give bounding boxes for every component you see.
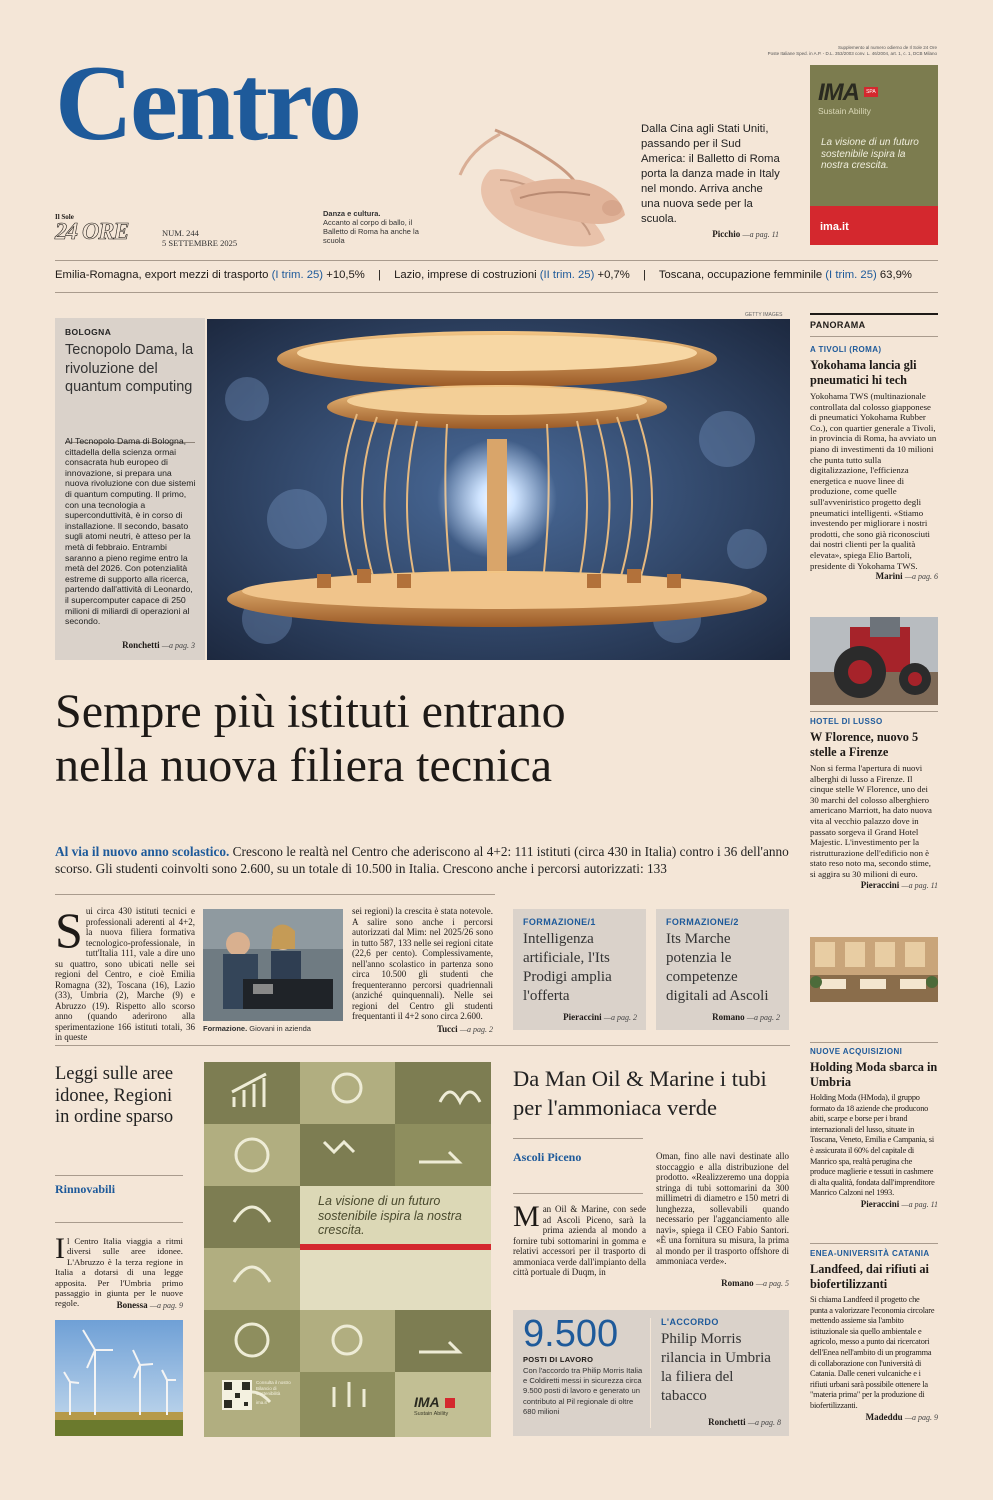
brand-small: Il Sole — [55, 213, 74, 221]
manoil-col1: an Oil & Marine, con sede ad Ascoli Piceno, sarà la prima azienda al mondo a fornire tubi sottomarini in gomma e relativi accessori per il trasporto di ammoniaca verde dall'impianto della città portuale di Duqm, in — [513, 1204, 646, 1277]
panorama-title: Yokohama lancia gli pneumatici hi tech — [810, 358, 917, 387]
bologna-author: Ronchetti — [122, 640, 160, 650]
row-rule — [55, 1045, 790, 1046]
panorama-title: W Florence, nuovo 5 stelle a Firenze — [810, 730, 919, 759]
ticker-value: 63,9% — [879, 269, 912, 281]
formazione1-byline — [521, 1012, 637, 1022]
accordo-title: Philip Morris rilancia in Umbria la filiera del tabacco — [661, 1331, 771, 1404]
ima-logo-box — [818, 79, 930, 116]
formazione2-page: —a pag. 2 — [746, 1013, 780, 1022]
ima-big-tagline: Sustain Ability — [414, 1411, 449, 1417]
formazione1-title: Intelligenza artificiale, l'Its Prodigi amplia l'offerta — [523, 931, 612, 1004]
bologna-title: Tecnopolo Dama, la rivoluzione del quantum computing — [65, 342, 194, 395]
accordo-number-label: POSTI DI LAVORO — [523, 1355, 594, 1364]
lead-author: Tucci — [436, 1024, 458, 1034]
panorama-item-landfeed[interactable] — [810, 1249, 938, 1422]
ima-big-claim: La visione di un futuro sostenibile ispira la nostra crescita. — [318, 1194, 462, 1237]
manoil-title[interactable]: Da Man Oil & Marine i tubi per l'ammoniaca verde — [513, 1066, 767, 1120]
teaser-caption-title: Danza e cultura. — [323, 209, 381, 218]
ima-spa: SPA — [866, 89, 876, 95]
ima-big-logo-red — [445, 1398, 455, 1408]
manoil-rule-2 — [513, 1193, 643, 1194]
leggi-body-wrap — [55, 1232, 183, 1309]
leggi-byline — [55, 1300, 183, 1310]
accordo-box[interactable] — [513, 1310, 789, 1436]
panorama-page: —a pag. 11 — [901, 1199, 938, 1209]
panorama-item-holdingmoda[interactable] — [810, 1047, 938, 1209]
ima-big-logo-text: IMA — [414, 1394, 440, 1410]
accordo-divider — [650, 1318, 651, 1428]
accordo-kicker: L'ACCORDO — [661, 1317, 719, 1327]
headline-line-1: Sempre più istituti entrano — [55, 685, 566, 738]
formazione2-byline — [664, 1012, 780, 1022]
manoil-kicker: Ascoli Piceno — [513, 1150, 582, 1164]
panorama-body: Si chiama Landfeed il progetto che punta a valorizzare l'economia circolare mettendo assieme sia l'ambito istituzionale sia quello ambientale e agricolo, messo a punto dai ricercatori dell'Enea nell'ambito di un programma di collaborazione con l'università di Catania. Dalle ceneri vulcaniche e i rifiuti urbani sarà possibile ottenere la "materia prima" per la produzione di biofertilizzanti. — [810, 1295, 935, 1410]
qr-caption: Consulta il nostro Bilancio di Sostenibilità — [256, 1380, 291, 1396]
bologna-page: —a pag. 3 — [161, 641, 195, 650]
wind-turbines-image — [55, 1320, 183, 1436]
ticker-label: Emilia-Romagna, export mezzi di trasporto — [55, 269, 269, 281]
ima-tagline: Sustain Ability — [818, 106, 871, 116]
formazione1-kicker: FORMAZIONE/1 — [523, 917, 596, 927]
panorama-kicker: A TIVOLI (ROMA) — [810, 345, 882, 354]
panorama-author: Pieraccini — [860, 1198, 900, 1209]
panorama-page: —a pag. 9 — [904, 1412, 938, 1422]
leggi-author: Bonessa — [116, 1300, 148, 1310]
bologna-byline — [65, 640, 195, 650]
panorama-item-yokohama[interactable] — [810, 345, 938, 581]
manoil-page: —a pag. 5 — [755, 1279, 789, 1288]
main-headline[interactable] — [55, 685, 790, 793]
manoil-col2: Oman, fino alle navi destinate allo stoccaggio e alla distribuzione del prodotto. «Realizzeremo una doppia stringa di tubi sottomarini da 300 millimetri di diametro e 150 metri di lunghezza, sollevabili quando necessario per l'agganciamento alle navi», spiega il CEO Fabio Santori. «È una fornitura su misura, la prima al mondo per il trasporto offshore di ammoniaca verde». — [656, 1151, 789, 1266]
panorama-author: Madeddu — [865, 1411, 903, 1422]
quantum-computer-image — [207, 319, 790, 660]
teaser-caption — [323, 209, 428, 245]
panorama-author: Pieraccini — [860, 879, 900, 890]
brand-logo — [55, 213, 128, 243]
masthead-title[interactable]: Centro — [55, 44, 359, 163]
accordo-big-number: 9.500 — [523, 1313, 619, 1355]
ticker-rule-top — [55, 260, 938, 261]
ticker-value: +10,5% — [326, 269, 365, 281]
formazione2-box[interactable] — [656, 909, 789, 1030]
panorama-author: Marini — [875, 571, 903, 582]
ticker-rule-bottom — [55, 292, 938, 293]
panorama-byline — [810, 880, 938, 890]
lead-article-col1 — [55, 902, 195, 1043]
tractor-image — [810, 617, 938, 705]
accordo-byline — [661, 1417, 781, 1427]
ballet-shoes-image — [430, 120, 630, 255]
panorama-kicker: ENEA-UNIVERSITÀ CATANIA — [810, 1249, 930, 1258]
panorama-page: —a pag. 6 — [904, 572, 938, 582]
lead-page: —a pag. 2 — [459, 1025, 493, 1034]
headline-line-2: nella nuova filiera tecnica — [55, 739, 553, 792]
ticker-bar — [55, 268, 938, 284]
panorama-byline — [810, 1412, 938, 1422]
students-workshop-image — [203, 909, 343, 1021]
ima-url[interactable]: ima.it — [820, 221, 849, 233]
manoil-author: Romano — [721, 1278, 754, 1288]
ima-footer — [810, 206, 938, 245]
panorama-kicker: NUOVE ACQUISIZIONI — [810, 1047, 903, 1056]
panorama-top-rule — [810, 313, 938, 315]
panorama-title: Holding Moda sbarca in Umbria — [810, 1060, 938, 1089]
leggi-title[interactable]: Leggi sulle aree idonee, Regioni in ordine sparso — [55, 1064, 174, 1127]
bologna-body: Al Tecnopolo Dama di Bologna, cittadella della scienza ormai consacrata hub europeo di innovazione, si prepara una nuova rivoluzione con due sistemi di quantum computing. Il primo, con una tecnologia a superconduttività, è in corso di installazione. Il secondo, basato sugli atomi neutri, è atteso per la metà di febbraio. Entrambi saranno a pieno regime entro la metà del 2026. Con potenzialità estreme di supporto alla ricerca, partendo dall'attività di Leonardo, il supercomputer capace di 250 milioni di miliardi di operazioni al secondo. — [65, 436, 196, 627]
teaser-caption-text: Accanto al corpo di ballo, il Balletto di Roma ha anche la scuola — [323, 218, 419, 245]
section-rule — [55, 894, 495, 895]
lead-photo-caption — [203, 1024, 348, 1033]
bologna-kicker: BOLOGNA — [65, 327, 112, 337]
issue-date: 5 SETTEMBRE 2025 — [162, 238, 238, 248]
leggi-kicker: Rinnovabili — [55, 1182, 116, 1196]
panorama-body: Holding Moda (HModa), il gruppo formato da 18 aziende che producono abiti, scarpe e borse per i brand internazionali del lusso, situate in Toscana, Veneto, Emilia e Campania, si è assicurata il 60% del capitale di Manrico spa, realtà perugina che produce maglierie e tessuti in cashmere di alta qualità, fondata dall'imprenditore Manrico Calzoni nel 1993. — [810, 1093, 935, 1198]
formazione2-kicker: FORMAZIONE/2 — [666, 917, 739, 927]
panorama-body: Yokohama TWS (multinazionale controllata dal colosso giapponese di pneumatici Yokohama Rubber Co.), con quartier generale a Tivoli, in provincia di Roma, ha avviato un piano di investimenti da 10 milioni che punta tutto sulla digitalizzazione, l'efficienza energetica e nuove linee di produzione, come quelle sull'avveniristico progetto degli pneumatici intelligenti. «Stiamo investendo per migliorare i nostri prodotti, che sono già riconosciuti dai nostri clienti per la qualità elevata», spiega Elio Bartoli, presidente di Yokohama TWS. — [810, 391, 937, 571]
panorama-body: Non si ferma l'apertura di nuovi alberghi di lusso a Firenze. Il cinque stelle W Florence, uno dei 30 marchi del colosso alberghiero americano Marriott, ha dato nuova vita al vecchio palazzo dove in passato sorgeva il Grand Hotel Majestic. L'investimento per la ristrutturazione dell'edificio non è stato reso noto ma, secondo stime, si aggira su 30 milioni di euro. — [810, 763, 932, 879]
formazione2-title: Its Marche potenzia le competenze digitali ad Ascoli — [666, 931, 769, 1004]
leggi-rule — [55, 1175, 183, 1176]
panorama-rule — [810, 711, 938, 712]
teaser-author: Picchio — [712, 229, 741, 239]
lead-article-col1-text: ui circa 430 istituti tecnici e professionali aderenti al 4+2, la nuova filiera formativa tecnologico-professionale, in tutt'Italia 111, vale a dire uno su quattro, sono ubicati nelle sei regioni del Centro, e cioè Emilia Romagna (32), Toscana (16), Lazio (33), Umbria (2), Marche (9) e Abruzzo (19). Rispetto allo scorso anno (quando aderirono alla sperimentazione 166 istituti totali, 36 in queste — [55, 906, 195, 1042]
lead-article-col2: sei regioni) la crescita è stata notevole. A salire sono anche i percorsi autorizzati dal Mim: nel 2025/26 sono in tutto 587, 133 nelle sei regioni citate (22,6 per cento). Complessivamente, nell'anno scolastico in partenza sono circa 10.500 gli studenti che frequenteranno percorsi quadriennali (anziché quinquennali). Nelle sei regioni del Centro gli studenti frequentanti il 4+2 sono circa 2.600. — [352, 906, 493, 1021]
ticker-period: (I trim. 25) — [271, 269, 324, 281]
manoil-dropcap: M — [513, 1200, 540, 1233]
leggi-dropcap: I — [55, 1232, 65, 1265]
formazione1-author: Pieraccini — [563, 1012, 602, 1022]
fine-print-line: Supplemento al numero odierno de Il Sole 24 Ore — [837, 45, 937, 50]
bologna-box[interactable] — [55, 318, 205, 660]
formazione1-page: —a pag. 2 — [603, 1013, 637, 1022]
panorama-kicker: HOTEL DI LUSSO — [810, 717, 883, 726]
photo-credit: GETTY IMAGES — [745, 312, 783, 318]
manoil-rule — [513, 1138, 643, 1139]
accordo-author: Ronchetti — [708, 1417, 746, 1427]
manoil-byline — [656, 1278, 789, 1288]
panorama-rule — [810, 1042, 938, 1043]
ticker-period: (I trim. 25) — [825, 269, 877, 281]
teaser-page: —a pag. 11 — [742, 230, 779, 239]
leggi-page: —a pag. 9 — [149, 1301, 183, 1310]
panorama-byline — [810, 1199, 938, 1209]
manoil-col1-wrap — [513, 1200, 646, 1278]
formazione1-box[interactable] — [513, 909, 646, 1030]
deck-bold: Al via il nuovo anno scolastico. — [55, 844, 230, 859]
ima-claim: La visione di un futuro sostenibile ispira la nostra crescita. — [821, 137, 919, 171]
lead-byline — [352, 1024, 493, 1034]
leggi-body: l Centro Italia viaggia a ritmi diversi sulle aree idonee. L'Abruzzo è la terza regione in Italia a dotarsi di una legge apposita. Per l'Umbria primo passaggio in giunta per le nuove regole. — [55, 1236, 183, 1309]
leggi-rule-2 — [55, 1222, 183, 1223]
ticker-item[interactable] — [659, 269, 912, 281]
brand-24ore: 24 ORE — [55, 219, 129, 245]
ticker-period: (II trim. 25) — [539, 269, 595, 281]
ticker-value: +0,7% — [597, 269, 630, 281]
ticker-separator: | — [378, 269, 381, 281]
issue-info — [162, 228, 237, 248]
panorama-title: Landfeed, dai rifiuti ai biofertilizzanti — [810, 1262, 929, 1291]
accordo-number-text: Con l'accordo tra Philip Morris Italia e Coldiretti messi in sicurezza circa 9.500 posti di lavoro e generato un contributo al Pil regionale di oltre 680 milioni — [523, 1366, 643, 1416]
ticker-separator: | — [643, 269, 646, 281]
ticker-item[interactable] — [55, 269, 365, 281]
ticker-label: Toscana, occupazione femminile — [658, 269, 823, 281]
fine-print — [737, 45, 937, 57]
hotel-image — [810, 937, 938, 1002]
caption-bold: Formazione. — [203, 1024, 248, 1033]
ima-big-logo — [414, 1392, 455, 1417]
panorama-rule — [810, 336, 938, 337]
formazione2-author: Romano — [712, 1012, 745, 1022]
headline-deck — [55, 843, 790, 877]
panorama-rule — [810, 1243, 938, 1244]
fine-print-line: Poste Italiane Sped. in A.P. - D.L. 353/2003 conv. L. 46/2004, art. 1, c. 1, DCB Milano — [767, 51, 937, 56]
dropcap: S — [55, 902, 83, 958]
issue-number: NUM. 244 — [162, 228, 199, 238]
ima-big-qr-text — [256, 1380, 302, 1405]
deck-text: Crescono le realtà nel Centro che aderiscono al 4+2: 111 istituti (circa 430 in Italia) contro i 36 dell'anno scorso. Gli studenti coinvolti sono 2.600, su un totale di 10.500 in Italia. Crescono anche i percorsi autorizzati: 133 — [55, 844, 789, 876]
caption-text: Giovani in azienda — [247, 1024, 311, 1033]
panorama-heading: PANORAMA — [810, 320, 866, 330]
ima-ad[interactable] — [810, 65, 938, 245]
panorama-byline — [810, 571, 938, 581]
ticker-label: Lazio, imprese di costruzioni — [394, 269, 537, 281]
teaser-text[interactable]: Dalla Cina agli Stati Uniti, passando per il Sud America: il Balletto di Roma porta la danza made in Italy nel mondo. Arriva anche una nuova sede per la scuola. — [641, 123, 780, 225]
panorama-page: —a pag. 11 — [901, 880, 938, 890]
qr-small: ima.it — [256, 1399, 267, 1405]
teaser-byline — [641, 229, 779, 239]
ticker-item[interactable] — [394, 269, 630, 281]
ima-logo: IMA — [818, 79, 859, 106]
panorama-item-wflorence[interactable] — [810, 717, 938, 890]
ima-sustainability-ad[interactable] — [204, 1062, 491, 1437]
accordo-page: —a pag. 8 — [747, 1418, 781, 1427]
